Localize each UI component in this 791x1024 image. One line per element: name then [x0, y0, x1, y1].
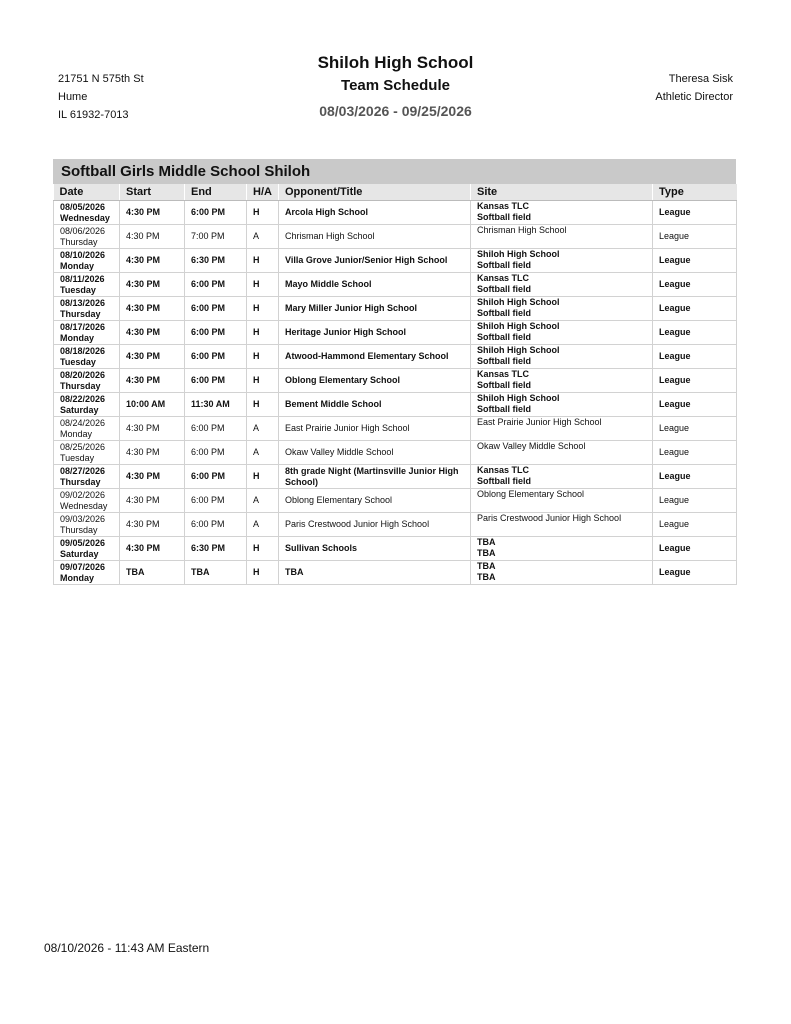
game-date: 08/18/2026 — [60, 345, 106, 356]
end-time: 6:00 PM — [185, 489, 247, 513]
start-time: 4:30 PM — [120, 537, 185, 561]
schedule-title: Team Schedule — [341, 77, 450, 94]
site-line: Softball field — [477, 212, 531, 222]
game-type: League — [653, 561, 737, 585]
schedule-table — [53, 184, 737, 585]
site-line: Kansas TLC — [477, 273, 530, 283]
site-line: Kansas TLC — [477, 369, 530, 379]
end-time: TBA — [185, 561, 247, 585]
game-type: League — [653, 489, 737, 513]
game-type: League — [653, 393, 737, 417]
table-row — [54, 417, 737, 441]
game-type: League — [653, 297, 737, 321]
game-date: 09/03/2026 — [60, 513, 106, 524]
date-cell — [54, 489, 120, 513]
game-type: League — [653, 417, 737, 441]
home-away: A — [247, 225, 279, 249]
game-type: League — [653, 225, 737, 249]
address-line: 21751 N 575th St — [58, 73, 144, 85]
table-row — [54, 225, 737, 249]
end-time: 6:00 PM — [185, 273, 247, 297]
opponent: Paris Crestwood Junior High School — [285, 519, 430, 529]
address-line: IL 61932-7013 — [58, 109, 129, 121]
site-cell — [471, 249, 653, 273]
start-time: 10:00 AM — [120, 393, 185, 417]
game-day: Wednesday — [60, 500, 108, 511]
start-time: 4:30 PM — [120, 273, 185, 297]
opponent: Villa Grove Junior/Senior High School — [285, 255, 448, 265]
opponent-cell — [279, 345, 471, 369]
game-day: Wednesday — [60, 212, 110, 223]
start-time: 4:30 PM — [120, 321, 185, 345]
column-header: H/A — [247, 184, 279, 201]
home-away: H — [247, 321, 279, 345]
end-time: 7:00 PM — [185, 225, 247, 249]
game-date: 08/06/2026 — [60, 225, 106, 236]
game-type: League — [653, 537, 737, 561]
end-time: 6:00 PM — [185, 417, 247, 441]
date-cell — [54, 321, 120, 345]
home-away: A — [247, 441, 279, 465]
start-time: TBA — [120, 561, 185, 585]
end-time: 11:30 AM — [185, 393, 247, 417]
start-time: 4:30 PM — [120, 513, 185, 537]
opponent: East Prairie Junior High School — [285, 423, 410, 433]
site-line: Softball field — [477, 284, 531, 294]
site-cell — [471, 297, 653, 321]
home-away: H — [247, 297, 279, 321]
table-row — [54, 513, 737, 537]
start-time: 4:30 PM — [120, 441, 185, 465]
site-line: Shiloh High School — [477, 345, 560, 355]
game-type: League — [653, 249, 737, 273]
table-row — [54, 369, 737, 393]
end-time: 6:00 PM — [185, 441, 247, 465]
game-day: Thursday — [60, 380, 101, 391]
table-header-row — [54, 184, 737, 201]
opponent: Okaw Valley Middle School — [285, 447, 394, 457]
end-time: 6:00 PM — [185, 513, 247, 537]
contact-name: Theresa Sisk — [668, 73, 733, 85]
site-line: Kansas TLC — [477, 201, 530, 211]
game-type: League — [653, 465, 737, 489]
game-day: Saturday — [60, 548, 99, 559]
site-line: Shiloh High School — [477, 393, 560, 403]
opponent: Bement Middle School — [285, 399, 382, 409]
opponent: Heritage Junior High School — [285, 327, 407, 337]
opponent-cell — [279, 273, 471, 297]
column-header: End — [185, 184, 247, 201]
site-cell — [471, 345, 653, 369]
start-time: 4:30 PM — [120, 345, 185, 369]
date-range: 08/03/2026 - 09/25/2026 — [319, 103, 472, 119]
column-header: Type — [653, 184, 737, 201]
opponent-cell — [279, 441, 471, 465]
site-line: Softball field — [477, 260, 531, 270]
column-header: Opponent/Title — [279, 184, 471, 201]
site-line: Softball field — [477, 380, 531, 390]
game-day: Monday — [60, 260, 95, 271]
site-cell — [471, 465, 653, 489]
opponent: TBA — [285, 567, 304, 577]
game-date: 08/11/2026 — [60, 273, 105, 284]
date-cell — [54, 513, 120, 537]
start-time: 4:30 PM — [120, 225, 185, 249]
site-cell — [471, 321, 653, 345]
home-away: H — [247, 561, 279, 585]
home-away: H — [247, 369, 279, 393]
contact-title: Athletic Director — [655, 91, 733, 103]
end-time: 6:00 PM — [185, 465, 247, 489]
opponent: Atwood-Hammond Elementary School — [285, 351, 449, 361]
game-date: 08/10/2026 — [60, 249, 106, 260]
home-away: H — [247, 273, 279, 297]
start-time: 4:30 PM — [120, 297, 185, 321]
site-line: Chrisman High School — [477, 225, 567, 235]
opponent: Mayo Middle School — [285, 279, 372, 289]
site-line: Softball field — [477, 356, 531, 366]
site-cell — [471, 201, 653, 225]
home-away: H — [247, 393, 279, 417]
date-cell — [54, 537, 120, 561]
date-cell — [54, 369, 120, 393]
start-time: 4:30 PM — [120, 489, 185, 513]
opponent-cell — [279, 297, 471, 321]
game-date: 09/02/2026 — [60, 489, 106, 500]
start-time: 4:30 PM — [120, 369, 185, 393]
start-time: 4:30 PM — [120, 201, 185, 225]
game-day: Thursday — [60, 308, 101, 319]
date-cell — [54, 465, 120, 489]
end-time: 6:00 PM — [185, 345, 247, 369]
site-line: Shiloh High School — [477, 297, 560, 307]
site-cell — [471, 561, 653, 585]
game-day: Tuesday — [60, 452, 95, 463]
date-cell — [54, 297, 120, 321]
site-line: TBA — [477, 572, 496, 582]
game-day: Thursday — [60, 236, 98, 247]
opponent: Mary Miller Junior High School — [285, 303, 418, 313]
table-row — [54, 201, 737, 225]
game-day: Saturday — [60, 404, 99, 415]
game-date: 08/27/2026 — [60, 465, 106, 476]
opponent: Arcola High School — [285, 207, 369, 217]
home-away: H — [247, 465, 279, 489]
site-line: TBA — [477, 548, 496, 558]
date-cell — [54, 417, 120, 441]
table-row — [54, 489, 737, 513]
start-time: 4:30 PM — [120, 465, 185, 489]
site-line: Softball field — [477, 308, 531, 318]
table-row — [54, 441, 737, 465]
opponent-cell — [279, 537, 471, 561]
site-cell — [471, 441, 653, 465]
opponent-cell — [279, 201, 471, 225]
opponent-cell — [279, 249, 471, 273]
table-row — [54, 393, 737, 417]
site-cell — [471, 537, 653, 561]
site-cell — [471, 225, 653, 249]
opponent: Sullivan Schools — [285, 543, 358, 553]
game-date: 08/20/2026 — [60, 369, 106, 380]
game-day: Thursday — [60, 476, 101, 487]
game-type: League — [653, 273, 737, 297]
game-date: 08/24/2026 — [60, 417, 106, 428]
opponent-cell — [279, 369, 471, 393]
start-time: 4:30 PM — [120, 249, 185, 273]
game-date: 09/07/2026 — [60, 561, 106, 572]
opponent-cell — [279, 321, 471, 345]
end-time: 6:00 PM — [185, 321, 247, 345]
schedule-rows — [54, 201, 737, 585]
opponent: Chrisman High School — [285, 231, 375, 241]
column-header: Date — [54, 184, 120, 201]
home-away: H — [247, 201, 279, 225]
game-type: League — [653, 345, 737, 369]
team-name: Softball Girls Middle School Shiloh — [53, 159, 736, 184]
school-name: Shiloh High School — [317, 53, 474, 72]
site-line: Shiloh High School — [477, 249, 560, 259]
date-cell — [54, 225, 120, 249]
date-cell — [54, 273, 120, 297]
column-header: Site — [471, 184, 653, 201]
site-line: Softball field — [477, 476, 531, 486]
end-time: 6:00 PM — [185, 201, 247, 225]
game-day: Monday — [60, 572, 95, 583]
column-header: Start — [120, 184, 185, 201]
end-time: 6:30 PM — [185, 249, 247, 273]
opponent-cell — [279, 417, 471, 441]
schedule-section — [53, 159, 736, 585]
site-line: Paris Crestwood Junior High School — [477, 513, 622, 523]
game-type: League — [653, 369, 737, 393]
game-date: 08/17/2026 — [60, 321, 106, 332]
game-date: 09/05/2026 — [60, 537, 106, 548]
end-time: 6:30 PM — [185, 537, 247, 561]
home-away: H — [247, 345, 279, 369]
date-cell — [54, 345, 120, 369]
opponent-cell — [279, 489, 471, 513]
contact-block — [655, 70, 733, 106]
site-line: Okaw Valley Middle School — [477, 441, 586, 451]
table-row — [54, 537, 737, 561]
date-cell — [54, 393, 120, 417]
game-day: Monday — [60, 428, 93, 439]
print-timestamp: 08/10/2026 - 11:43 AM Eastern — [44, 941, 210, 955]
game-type: League — [653, 513, 737, 537]
site-line: Shiloh High School — [477, 321, 560, 331]
opponent-cell — [279, 225, 471, 249]
site-cell — [471, 489, 653, 513]
site-line: TBA — [477, 561, 496, 571]
opponent: Oblong Elementary School — [285, 375, 401, 385]
opponent-cell — [279, 393, 471, 417]
home-away: A — [247, 417, 279, 441]
table-row — [54, 321, 737, 345]
table-row — [54, 345, 737, 369]
game-day: Monday — [60, 332, 95, 343]
game-type: League — [653, 441, 737, 465]
site-line: East Prairie Junior High School — [477, 417, 602, 427]
date-cell — [54, 249, 120, 273]
game-day: Tuesday — [60, 356, 96, 367]
game-date: 08/25/2026 — [60, 441, 106, 452]
opponent-cell — [279, 513, 471, 537]
site-line: Oblong Elementary School — [477, 489, 585, 499]
home-away: H — [247, 537, 279, 561]
home-away: A — [247, 489, 279, 513]
table-row — [54, 273, 737, 297]
table-row — [54, 297, 737, 321]
table-row — [54, 465, 737, 489]
game-day: Thursday — [60, 524, 98, 535]
table-row — [54, 249, 737, 273]
game-type: League — [653, 321, 737, 345]
home-away: A — [247, 513, 279, 537]
date-cell — [54, 201, 120, 225]
site-line: Softball field — [477, 404, 531, 414]
opponent: 8th grade Night (Martinsville Junior High School) — [285, 465, 459, 487]
end-time: 6:00 PM — [185, 369, 247, 393]
end-time: 6:00 PM — [185, 297, 247, 321]
game-date: 08/05/2026 — [60, 201, 106, 212]
date-cell — [54, 441, 120, 465]
site-line: Softball field — [477, 332, 531, 342]
date-cell — [54, 561, 120, 585]
site-cell — [471, 393, 653, 417]
game-type: League — [653, 201, 737, 225]
site-cell — [471, 417, 653, 441]
site-cell — [471, 513, 653, 537]
game-day: Tuesday — [60, 284, 96, 295]
site-cell — [471, 369, 653, 393]
start-time: 4:30 PM — [120, 417, 185, 441]
table-row — [54, 561, 737, 585]
home-away: H — [247, 249, 279, 273]
opponent-cell — [279, 465, 471, 489]
site-line: TBA — [477, 537, 496, 547]
game-date: 08/22/2026 — [60, 393, 106, 404]
address-line: Hume — [58, 91, 88, 103]
opponent-cell — [279, 561, 471, 585]
opponent: Oblong Elementary School — [285, 495, 393, 505]
site-line: Kansas TLC — [477, 465, 530, 475]
site-cell — [471, 273, 653, 297]
game-date: 08/13/2026 — [60, 297, 106, 308]
